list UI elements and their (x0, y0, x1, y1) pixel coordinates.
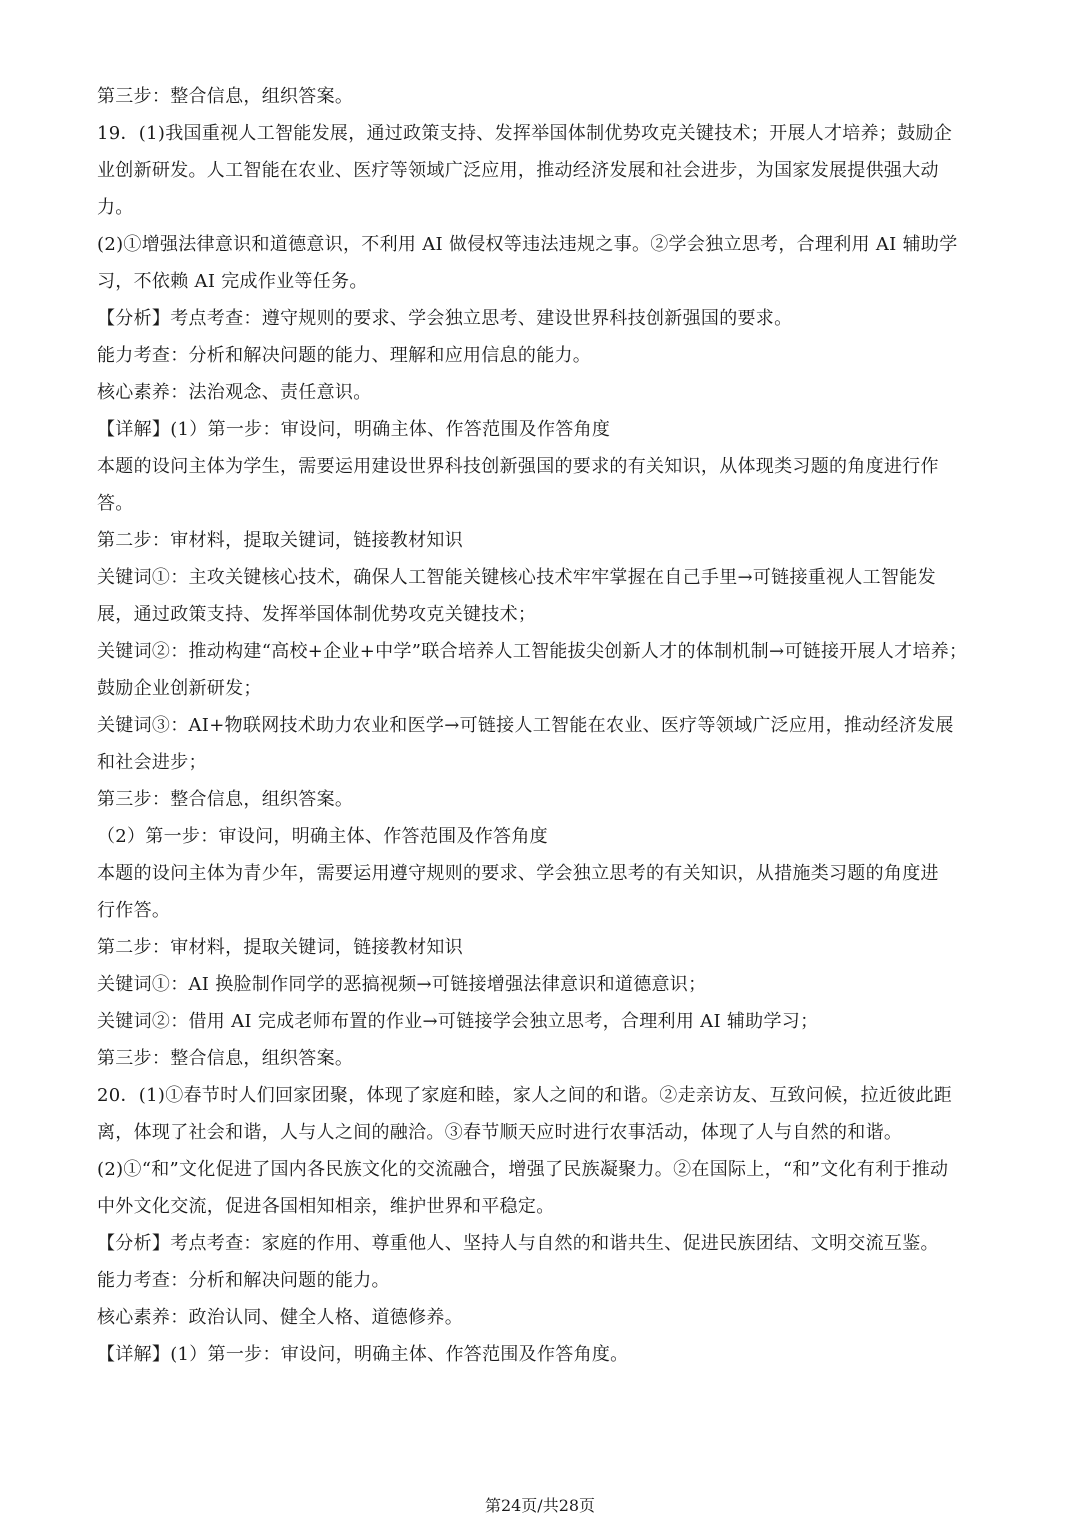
text-line: 关键词①：AI 换脸制作同学的恶搞视频→可链接增强法律意识和道德意识； (97, 974, 707, 995)
text-line: （2）第一步：审设问，明确主体、作答范围及作答角度 (97, 826, 548, 847)
text-line: 【详解】(1）第一步：审设问，明确主体、作答范围及作答角度。 (97, 1344, 629, 1365)
text-line: 展，通过政策支持、发挥举国体制优势攻克关键技术； (97, 604, 537, 625)
text-line: 本题的设问主体为青少年，需要运用遵守规则的要求、学会独立思考的有关知识，从措施类习题的角度进 (97, 863, 939, 884)
text-line: 业创新研发。人工智能在农业、医疗等领域广泛应用，推动经济发展和社会进步，为国家发展提供强大动 (97, 160, 939, 181)
text-line: 关键词②：推动构建“高校+企业+中学”联合培养人工智能拔尖创新人才的体制机制→可链接开展人才培养； (97, 641, 968, 662)
text-line: 中外文化交流，促进各国相知相亲，维护世界和平稳定。 (97, 1196, 555, 1217)
text-line: 鼓励企业创新研发； (97, 678, 262, 699)
text-line: 离，体现了社会和谐，人与人之间的融洽。③春节顺天应时进行农事活动，体现了人与自然的和谐。 (97, 1122, 903, 1143)
document-body (97, 78, 985, 1373)
text-line: (2)①“和”文化促进了国内各民族文化的交流融合，增强了民族凝聚力。②在国际上，“和”文化有利于推动 (97, 1159, 949, 1180)
text-line: 关键词①：主攻关键核心技术，确保人工智能关键核心技术牢牢掌握在自己手里→可链接重视人工智能发 (97, 567, 936, 588)
text-line: 核心素养：法治观念、责任意识。 (97, 382, 372, 403)
text-line: 第二步：审材料，提取关键词，链接教材知识 (97, 937, 463, 958)
text-line: 关键词③：AI+物联网技术助力农业和医学→可链接人工智能在农业、医疗等领域广泛应用，推动经济发展 (97, 715, 954, 736)
text-line: 【分析】考点考查：遵守规则的要求、学会独立思考、建设世界科技创新强国的要求。 (97, 308, 793, 329)
text-line: 答。 (97, 493, 134, 514)
text-line: 第三步：整合信息，组织答案。 (97, 86, 354, 107)
text-line: 力。 (97, 197, 134, 218)
text-line: 20．(1)①春节时人们回家团聚，体现了家庭和睦，家人之间的和谐。②走亲访友、互致问候，拉近彼此距 (97, 1085, 953, 1106)
page-number-footer: 第24页/共28页 (484, 1496, 596, 1515)
text-line: 本题的设问主体为学生，需要运用建设世界科技创新强国的要求的有关知识，从体现类习题的角度进行作 (97, 456, 939, 477)
text-line: (2)①增强法律意识和道德意识，不利用 AI 做侵权等违法违规之事。②学会独立思考，合理利用 AI 辅助学 (97, 234, 958, 255)
text-line: 19．(1)我国重视人工智能发展，通过政策支持、发挥举国体制优势攻克关键技术；开展人才培养；鼓励企 (97, 123, 953, 144)
text-line: 【详解】(1）第一步：审设问，明确主体、作答范围及作答角度 (97, 419, 611, 440)
text-line: 第三步：整合信息，组织答案。 (97, 789, 354, 810)
text-line: 【分析】考点考查：家庭的作用、尊重他人、坚持人与自然的和谐共生、促进民族团结、文明交流互鉴。 (97, 1233, 939, 1254)
text-line: 行作答。 (97, 900, 171, 921)
text-line: 核心素养：政治认同、健全人格、道德修养。 (97, 1307, 463, 1328)
text-line: 关键词②：借用 AI 完成老师布置的作业→可链接学会独立思考，合理利用 AI 辅助学习； (97, 1011, 819, 1032)
text-line: 第三步：整合信息，组织答案。 (97, 1048, 354, 1069)
text-line: 和社会进步； (97, 752, 207, 773)
text-line: 第二步：审材料，提取关键词，链接教材知识 (97, 530, 463, 551)
text-line: 能力考查：分析和解决问题的能力。 (97, 1270, 390, 1291)
text-line: 能力考查：分析和解决问题的能力、理解和应用信息的能力。 (97, 345, 592, 366)
text-line: 习，不依赖 AI 完成作业等任务。 (97, 271, 368, 292)
